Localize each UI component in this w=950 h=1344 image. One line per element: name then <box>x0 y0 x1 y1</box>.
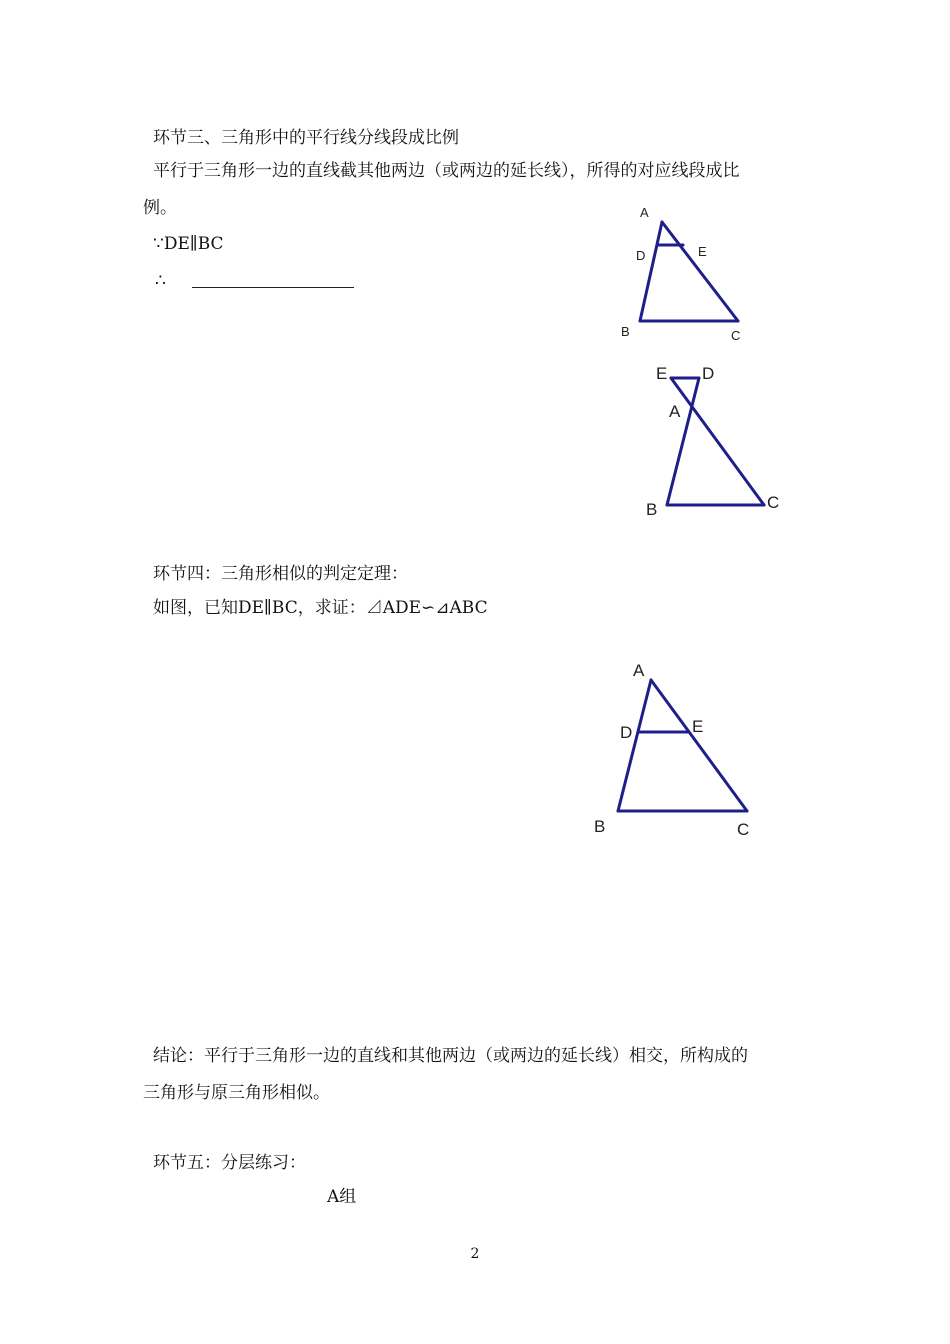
figure1-label-b: B <box>621 324 630 339</box>
figure2-label-e: E <box>656 364 668 383</box>
section3-statement-line1: 平行于三角形一边的直线截其他两边（或两边的延长线），所得的对应线段成比 <box>153 161 740 181</box>
section5-group: A组 <box>327 1187 357 1207</box>
section3-therefore: ∴ <box>155 271 166 291</box>
figure3-label-d: D <box>620 723 633 742</box>
figure1-label-d: D <box>636 248 646 263</box>
section3-statement-line2: 例。 <box>143 198 177 218</box>
figure3-side-ab <box>618 680 651 811</box>
figure1-side-ac <box>662 222 738 321</box>
section4-problem: 如图，已知DE∥BC，求证：⊿ADE∽⊿ABC <box>153 598 488 618</box>
figure3-side-ac <box>651 680 747 811</box>
figure3-label-a: A <box>633 661 645 680</box>
section3-heading: 环节三、三角形中的平行线分线段成比例 <box>153 128 459 148</box>
section3-given: ∵DE∥BC <box>153 234 224 254</box>
figure1-label-c: C <box>731 328 741 343</box>
page-number: 2 <box>470 1246 480 1262</box>
figure3-label-b: B <box>594 817 606 836</box>
figure2-label-a: A <box>669 402 681 421</box>
figure1-side-ab <box>640 222 662 321</box>
conclusion-line1: 结论：平行于三角形一边的直线和其他两边（或两边的延长线）相交，所构成的 <box>153 1046 748 1066</box>
figure1-label-e: E <box>698 244 707 259</box>
figure3-label-e: E <box>692 717 704 736</box>
figure2-line-db <box>667 378 699 505</box>
figure1-label-a: A <box>640 205 649 220</box>
answer-blank-line <box>192 286 354 288</box>
figure2-label-b: B <box>646 500 658 519</box>
figure2-line-ec <box>671 378 764 505</box>
conclusion-line2: 三角形与原三角形相似。 <box>143 1083 330 1103</box>
figure3-label-c: C <box>737 820 750 839</box>
figure2-label-c: C <box>767 493 780 512</box>
section5-heading: 环节五：分层练习： <box>153 1153 306 1173</box>
section4-heading: 环节四：三角形相似的判定定理： <box>153 564 408 584</box>
figure2-label-d: D <box>702 364 715 383</box>
